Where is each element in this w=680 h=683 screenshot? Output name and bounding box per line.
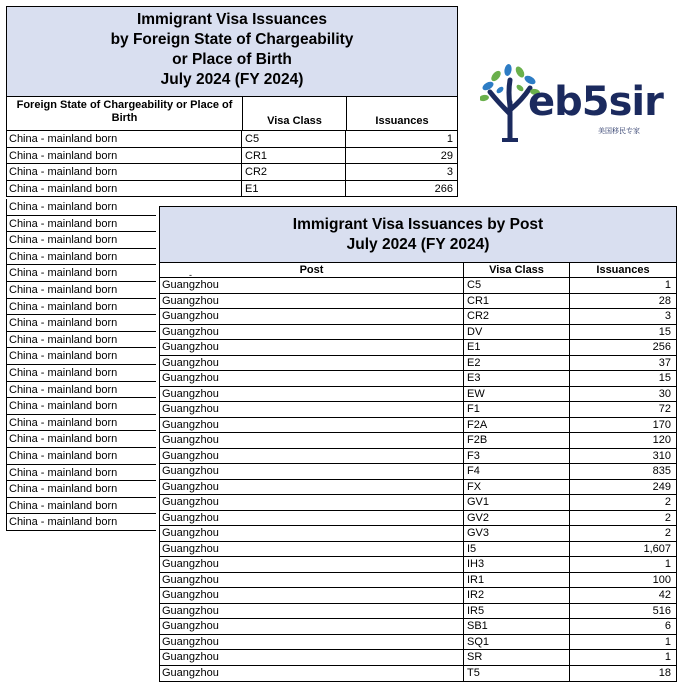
cell-issuances: 30 — [658, 387, 671, 400]
column-header-post — [160, 263, 464, 280]
column-header-post-label: Post — [299, 264, 324, 276]
table-row — [6, 181, 458, 198]
cell-visa-class: GV1 — [464, 495, 570, 510]
column-header-issuances: Issuances — [596, 264, 650, 276]
cell-issuances: 3 — [346, 164, 458, 180]
cell-post: Guangzhou — [160, 356, 464, 371]
cell-issuances: 2 — [664, 496, 671, 508]
cell-chargeability: China - mainland born — [6, 164, 242, 180]
cell-post: Guangzhou — [160, 542, 464, 557]
table-row: China - mainland born — [6, 398, 156, 415]
table-row: China - mainland born — [6, 498, 156, 515]
cell-issuances: 266 — [346, 181, 458, 197]
table-row — [160, 387, 676, 403]
cell-issuances: 310 — [652, 449, 671, 462]
cell-post: Guangzhou — [160, 604, 464, 619]
cell-issuances: 3 — [664, 310, 671, 322]
cell-post: Guangzhou — [160, 449, 464, 464]
cell-issuances: 1 — [664, 651, 671, 663]
title-line: Immigrant Visa Issuances — [136, 11, 328, 28]
cell-visa-class: IH3 — [464, 557, 570, 572]
table-row — [160, 433, 676, 449]
table-row: China - mainland born — [6, 232, 156, 249]
cell-post: Guangzhou — [160, 650, 464, 665]
cell-post: Guangzhou — [160, 387, 464, 402]
cell-issuances: 29 — [346, 148, 458, 164]
column-header-issuances: Issuances — [375, 115, 429, 127]
cell-issuances: 2 — [664, 511, 671, 524]
cell-post: Guangzhou — [160, 340, 464, 355]
cell-visa-class: F1 — [464, 402, 570, 417]
title-line: July 2024 (FY 2024) — [160, 71, 304, 88]
chargeability-table — [6, 6, 458, 197]
cell-visa-class: CR1 — [464, 294, 570, 309]
table-row — [6, 164, 458, 181]
table-row — [160, 402, 676, 418]
cell-post: Guangzhou — [160, 526, 464, 541]
cell-visa-class: F2A — [464, 418, 570, 433]
table-row — [6, 131, 458, 148]
cell-issuances: 1 — [664, 279, 671, 291]
chargeability-table-header — [6, 97, 458, 131]
cell-chargeability: China - mainland born — [6, 131, 242, 147]
cell-post: Guangzhou — [160, 325, 464, 340]
cell-post: Guangzhou — [160, 495, 464, 510]
cell-post: Guangzhou — [160, 557, 464, 572]
cell-visa-class: C5 — [242, 131, 346, 147]
cell-visa-class: DV — [464, 325, 570, 340]
table-row: China - mainland born — [6, 514, 156, 531]
title-line: or Place of Birth — [172, 51, 292, 68]
cell-visa-class: C5 — [464, 278, 570, 293]
cell-post: Guangzhou — [160, 666, 464, 682]
table-row: China - mainland born — [6, 249, 156, 266]
table-row: China - mainland born — [6, 315, 156, 332]
cell-chargeability: China - mainland born — [6, 148, 242, 164]
table-row — [160, 650, 676, 666]
post-table — [159, 206, 677, 682]
cell-issuances: 37 — [658, 356, 671, 369]
cell-post: Guangzhou — [160, 418, 464, 433]
column-header-visa-class: Visa Class — [243, 97, 347, 130]
table-row — [160, 588, 676, 604]
cell-post: Guangzhou — [160, 588, 464, 603]
cell-issuances: 18 — [658, 666, 671, 679]
cell-issuances: 28 — [658, 294, 671, 307]
chargeability-table-body — [6, 131, 458, 197]
cell-visa-class: E2 — [464, 356, 570, 371]
table-row — [160, 542, 676, 558]
table-row — [160, 464, 676, 480]
cell-issuances: 1,607 — [643, 542, 671, 555]
table-row — [160, 278, 676, 294]
cell-issuances: 249 — [652, 480, 671, 493]
cell-post: Guangzhou — [160, 619, 464, 634]
table-row — [160, 480, 676, 496]
cell-visa-class: IR1 — [464, 573, 570, 588]
cell-visa-class: SQ1 — [464, 635, 570, 650]
cell-visa-class: GV2 — [464, 511, 570, 526]
table-row — [160, 495, 676, 511]
table-row — [160, 356, 676, 372]
cell-post: Guangzhou — [160, 371, 464, 386]
cell-post: Guangzhou — [160, 309, 464, 324]
cell-issuances: 2 — [664, 527, 671, 539]
chargeability-table-title — [6, 6, 458, 97]
cell-visa-class: CR2 — [464, 309, 570, 324]
cell-visa-class: E1 — [242, 181, 346, 197]
cell-issuances: 15 — [658, 325, 671, 338]
cell-issuances: 15 — [658, 372, 671, 384]
cell-issuances: 835 — [652, 465, 671, 477]
table-row: China - mainland born — [6, 448, 156, 465]
cell-issuances: 1 — [664, 635, 671, 648]
table-row: China - mainland born — [6, 199, 156, 216]
table-row — [160, 325, 676, 341]
cell-post: Guangzhou — [160, 573, 464, 588]
cell-chargeability: China - mainland born — [6, 181, 242, 197]
cell-post: Guangzhou — [160, 635, 464, 650]
table-row — [160, 557, 676, 573]
cell-issuances: 516 — [652, 604, 671, 617]
cell-issuances: 1 — [664, 558, 671, 570]
table-row — [6, 148, 458, 165]
table-row — [160, 604, 676, 620]
cell-issuances: 100 — [652, 573, 671, 586]
table-row: China - mainland born — [6, 299, 156, 316]
cell-post: Guangzhou — [160, 511, 464, 526]
cell-visa-class: I5 — [464, 542, 570, 557]
table-row: China - mainland born — [6, 216, 156, 233]
table-row — [160, 418, 676, 434]
cell-visa-class: EW — [464, 387, 570, 402]
cell-post: Guangzhou — [160, 294, 464, 309]
post-table-body — [160, 278, 676, 681]
post-table-title — [160, 207, 676, 263]
cell-post: Guangzhou — [160, 464, 464, 479]
table-row: China - mainland born — [6, 332, 156, 349]
title-line: by Foreign State of Chargeability — [110, 31, 354, 48]
table-row — [160, 371, 676, 387]
cell-visa-class: IR5 — [464, 604, 570, 619]
table-row — [160, 511, 676, 527]
table-row: China - mainland born — [6, 348, 156, 365]
table-row: China - mainland born — [6, 481, 156, 498]
post-table-header — [160, 263, 676, 278]
header-mark: - — [189, 270, 192, 280]
cell-issuances: 6 — [664, 620, 671, 632]
cell-visa-class: F4 — [464, 464, 570, 479]
cell-visa-class: SB1 — [464, 619, 570, 634]
table-row: China - mainland born — [6, 415, 156, 432]
table-row — [160, 449, 676, 465]
cell-issuances: 1 — [346, 131, 458, 147]
column-header-chargeability: Foreign State of Chargeability or Place of Birth — [7, 97, 243, 130]
title-line: Immigrant Visa Issuances by Post — [292, 216, 544, 233]
cell-issuances: 120 — [652, 434, 671, 446]
cell-visa-class: F3 — [464, 449, 570, 464]
cell-issuances: 42 — [658, 589, 671, 601]
table-row — [160, 635, 676, 651]
table-row: China - mainland born — [6, 431, 156, 448]
table-row — [160, 340, 676, 356]
cell-post: Guangzhou — [160, 278, 464, 293]
table-row — [160, 526, 676, 542]
table-row — [160, 309, 676, 325]
cell-issuances: 170 — [652, 418, 671, 431]
cell-visa-class: CR1 — [242, 148, 346, 164]
column-header-visa-class: Visa Class — [464, 263, 570, 277]
cell-visa-class: GV3 — [464, 526, 570, 541]
logo-wordmark: eb5sir — [528, 79, 663, 125]
logo-subtitle: 美国移民专家 — [598, 127, 640, 135]
cell-post: Guangzhou — [160, 433, 464, 448]
table-row — [160, 619, 676, 635]
cell-post: Guangzhou — [160, 480, 464, 495]
table-row — [160, 294, 676, 310]
title-line: July 2024 (FY 2024) — [346, 236, 490, 253]
cell-issuances: 72 — [658, 403, 671, 415]
cell-visa-class: SR — [464, 650, 570, 665]
cell-post: Guangzhou — [160, 402, 464, 417]
table-row: China - mainland born — [6, 465, 156, 482]
table-row: China - mainland born — [6, 382, 156, 399]
cell-visa-class: FX — [464, 480, 570, 495]
table-row — [160, 573, 676, 589]
cell-visa-class: CR2 — [242, 164, 346, 180]
cell-visa-class: E3 — [464, 371, 570, 386]
cell-visa-class: T5 — [464, 666, 570, 682]
table-row — [160, 666, 676, 682]
eb5sir-logo — [480, 62, 670, 142]
cell-visa-class: F2B — [464, 433, 570, 448]
table-row: China - mainland born — [6, 265, 156, 282]
table-row: China - mainland born — [6, 282, 156, 299]
cell-issuances: 256 — [652, 341, 671, 353]
chargeability-table-hidden-rows — [6, 199, 156, 531]
cell-visa-class: IR2 — [464, 588, 570, 603]
cell-visa-class: E1 — [464, 340, 570, 355]
table-row: China - mainland born — [6, 365, 156, 382]
